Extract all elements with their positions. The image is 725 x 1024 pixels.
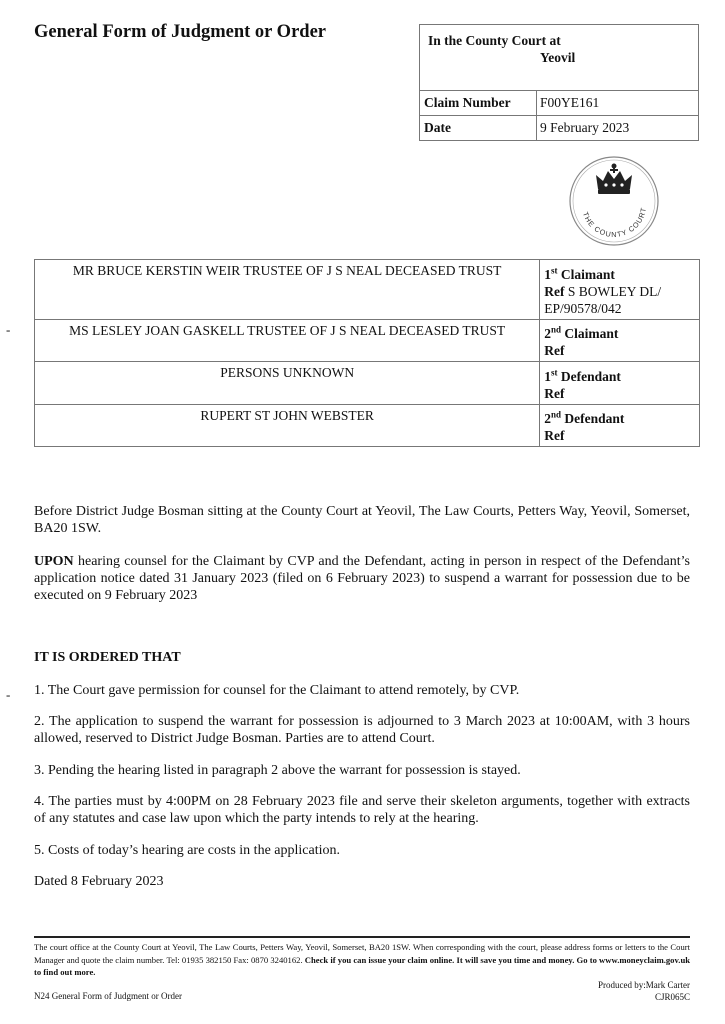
party-row (35, 260, 700, 320)
party-name: RUPERT ST JOHN WEBSTER (35, 404, 540, 447)
order-item: 2. The application to suspend the warrant for possession is adjourned to 3 March 2023 at 10:00AM, with 3 hours allowed, reserved to District Judge Bosman. Parties are to attend Court. (34, 714, 690, 746)
margin-mark: - (6, 322, 11, 337)
parties-table (34, 259, 700, 447)
margin-mark: - (6, 687, 11, 702)
claim-number-row (420, 91, 698, 116)
date-value: 9 February 2023 (540, 120, 630, 135)
dated-line: Dated 8 February 2023 (34, 874, 164, 889)
court-info-box (419, 24, 699, 141)
order-item: 5. Costs of today’s hearing are costs in the application. (34, 843, 340, 858)
form-code: CJR065C (654, 992, 690, 1002)
upon-text: hearing counsel for the Claimant by CVP and the Defendant, acting in person in respect of the Defendant’s application notice dated 31 January 2023 (filed on 6 February 2023) to suspend a warrant for possession due to be executed on 9 February 2023 (34, 554, 690, 603)
produced-by: Produced by:Mark Carter CJR065C (598, 980, 690, 1002)
order-item: 3. Pending the hearing listed in paragraph 2 above the warrant for possession is stayed. (34, 763, 521, 778)
party-role: 2nd Claimant Ref (540, 319, 700, 362)
party-name: MS LESLEY JOAN GASKELL TRUSTEE OF J S NEAL DECEASED TRUST (35, 319, 540, 362)
upon-keyword: UPON (34, 554, 74, 569)
order-item: 4. The parties must by 4:00PM on 28 February 2023 file and serve their skeleton arguments, together with extracts of any statutes and case law upon which the party intends to rely at the hearing. (34, 794, 690, 826)
date-row (420, 116, 698, 141)
footer-text: The court office at the County Court at Yeovil, The Law Courts, Petters Way, Yeovil, Somerset, BA20 1SW. When corresponding with the court, please address forms or letters to the Court Manager and quote the claim number. Tel: 01935 382150 Fax: 0870 3240162. Check if you can issue your claim online. It will save you time and money. Go to www.moneyclaim.gov.uk to find out more. (34, 942, 691, 977)
seal-text: THE COUNTY COURT (581, 206, 649, 240)
party-row (35, 362, 700, 405)
court-line-1: In the County Court at (428, 33, 561, 48)
party-name: PERSONS UNKNOWN (35, 362, 540, 405)
party-row (35, 319, 700, 362)
party-ref-value: S BOWLEY DL/ EP/90578/042 (544, 283, 662, 316)
party-role: 2nd Defendant Ref (540, 404, 700, 447)
court-name (420, 25, 698, 91)
claim-number-label: Claim Number (424, 95, 511, 110)
upon-paragraph (34, 553, 690, 604)
ordered-heading: IT IS ORDERED THAT (34, 650, 181, 665)
claim-number-value: F00YE161 (540, 95, 600, 110)
party-role: 1st Defendant Ref (540, 362, 700, 405)
party-role: 1st Claimant Ref S BOWLEY DL/ EP/90578/042 (540, 260, 700, 320)
crown-seal-icon (568, 155, 660, 247)
document-title: General Form of Judgment or Order (34, 22, 326, 42)
footer-divider (34, 936, 690, 938)
before-paragraph: Before District Judge Bosman sitting at the County Court at Yeovil, The Law Courts, Petters Way, Yeovil, Somerset, BA20 1SW. (34, 504, 690, 536)
court-location: Yeovil (540, 50, 576, 65)
date-label: Date (424, 120, 451, 135)
party-row (35, 404, 700, 447)
order-item: 1. The Court gave permission for counsel for the Claimant to attend remotely, by CVP. (34, 683, 520, 698)
footer-online-notice: Check if you can issue your claim online. It will save you time and money. Go to www.moneyclaim.gov.uk to find out more. (34, 954, 691, 977)
party-name: MR BRUCE KERSTIN WEIR TRUSTEE OF J S NEAL DECEASED TRUST (35, 260, 540, 320)
form-name: N24 General Form of Judgment or Order (34, 991, 182, 1001)
